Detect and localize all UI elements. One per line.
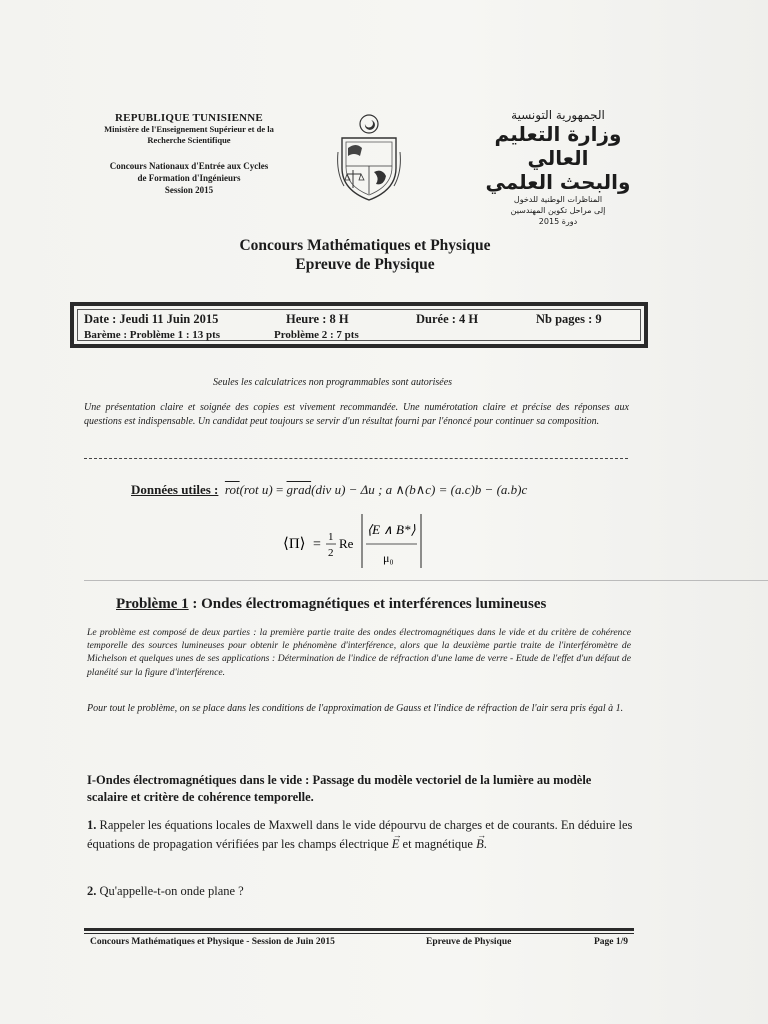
- section-1-title: I-Ondes électromagnétiques dans le vide : Passage du modèle vectoriel de la lumière au modèle scalaire et critère de cohérence temporelle.: [87, 773, 592, 804]
- arabic-republic: الجمهورية التونسية: [511, 108, 605, 122]
- arabic-ministry-line-2: والبحث العلمي: [485, 170, 631, 194]
- problem-1-assumption: Pour tout le problème, on se place dans les conditions de l'approximation de Gauss et l'indice de réfraction de l'air sera pris égal à 1.: [87, 703, 624, 714]
- rot-operator: $\overline{rot}$: [224, 482, 240, 497]
- question-1-number: 1.: [87, 818, 97, 832]
- ministry-line-2: Recherche Scientifique: [147, 135, 231, 145]
- useful-data: [131, 482, 527, 498]
- magnetic-field-vector: → B: [476, 835, 484, 854]
- exam-scoring-problem-2: Problème 2 : 7 pts: [274, 329, 359, 341]
- poynting-numerator: ⟨E ∧ B*⟩: [367, 522, 416, 537]
- footer-rule-thick: [84, 928, 634, 931]
- exam-date: Date : Jeudi 11 Juin 2015: [84, 312, 219, 326]
- arabic-session: دورة 2015: [538, 217, 578, 226]
- arabic-contest-line-1: المناظرات الوطنية للدخول: [513, 195, 603, 204]
- question-2-number: 2.: [87, 884, 97, 898]
- exam-titles: [180, 236, 550, 274]
- horizontal-rule: [84, 580, 768, 581]
- presentation-note: Une présentation claire et soignée des copies est vivement recommandée. Une numérotation claire et précise des réponses aux questions est indispensable. Un candidat peut toujours se servir d'un résultat fourni par l'énoncé pour continuer sa composition.: [84, 402, 629, 427]
- grad-operator: grad: [286, 482, 312, 497]
- triple-product: ; a ∧(b∧c) = (a.c)b − (a.b)c: [374, 482, 528, 497]
- country-name: REPUBLIQUE TUNISIENNE: [115, 112, 263, 124]
- exam-page-count: Nb pages : 9: [536, 312, 602, 326]
- contest-line-1: Concours Nationaux d'Entrée aux Cycles: [109, 161, 269, 171]
- problem-1-subject: : Ondes électromagnétiques et interférences lumineuses: [188, 596, 547, 612]
- question-2: [87, 884, 244, 899]
- equals-sign: =: [272, 482, 287, 497]
- footer-rule-thin: [84, 933, 634, 934]
- question-1-text-a: Rappeler les équations locales de Maxwell dans le vide dépourvu de charges et de courants. En déduire les équations de propagation vérifiées par les champs électrique: [87, 818, 633, 851]
- ministry-line-1: Ministère de l'Enseignement Supérieur et de la: [104, 124, 274, 134]
- contest-line-3: Session 2015: [164, 185, 214, 195]
- question-1: [87, 816, 635, 854]
- contest-line-2: de Formation d'Ingénieurs: [137, 173, 241, 183]
- tunisia-coat-of-arms-icon: [336, 112, 402, 204]
- svg-text:=: =: [313, 537, 321, 552]
- poynting-lhs: ⟨Π⟩: [283, 536, 306, 552]
- poynting-denominator: μ₀: [383, 551, 394, 565]
- grad-rest: (div u) − Δu: [311, 482, 375, 497]
- footer-page-number: Page 1/9: [594, 937, 629, 947]
- arabic-ministry-line-1: وزارة التعليم العالي: [494, 122, 622, 170]
- poynting-half-num: 1: [328, 531, 334, 543]
- exam-time: Heure : 8 H: [286, 312, 349, 326]
- footer-center: Epreuve de Physique: [426, 937, 512, 947]
- exam-duration: Durée : 4 H: [416, 312, 479, 326]
- question-1-end: .: [483, 837, 487, 851]
- rot-inner: (rot u): [239, 482, 273, 497]
- question-2-text: Qu'appelle-t-on onde plane ?: [96, 884, 244, 898]
- contest-title: Concours Mathématiques et Physique: [239, 237, 491, 254]
- poynting-formula: [283, 512, 443, 572]
- arabic-contest-line-2: إلى مراحل تكوين المهندسين: [510, 206, 606, 215]
- calculator-note: Seules les calculatrices non programmables sont autorisées: [213, 377, 453, 388]
- problem-1-title: [116, 596, 546, 613]
- problem-1-intro: Le problème est composé de deux parties : la première partie traite des ondes électromagnétiques dans le vide et du critère de cohérence temporelle des sources lumineuses pour obtenir le phénomène d'interférence, alors que la deuxième partie traite de l'interféromètre de Michelson et quelques unes de ses applications : Détermination de l'indice de réfraction d'une lame de verre - Etude de l'effet d'un défaut de planéité sur la figure d'interférence.: [87, 627, 631, 678]
- header-right-arabic: [478, 108, 638, 227]
- question-1-text-b: et magnétique: [399, 837, 477, 851]
- electric-field-vector: → E: [392, 835, 400, 854]
- footer-left: Concours Mathématiques et Physique - Session de Juin 2015: [90, 937, 335, 947]
- poynting-re: Re: [339, 536, 354, 551]
- exam-scoring: Barème : Problème 1 : 13 pts: [84, 329, 221, 341]
- header-left: [84, 112, 294, 196]
- useful-data-label: Données utiles :: [131, 482, 219, 497]
- problem-1-number: Problème 1: [116, 596, 189, 612]
- poynting-half-den: 2: [328, 547, 334, 559]
- dashed-divider: [84, 458, 628, 459]
- exam-info-box: [70, 302, 648, 348]
- exam-title: Epreuve de Physique: [295, 256, 435, 273]
